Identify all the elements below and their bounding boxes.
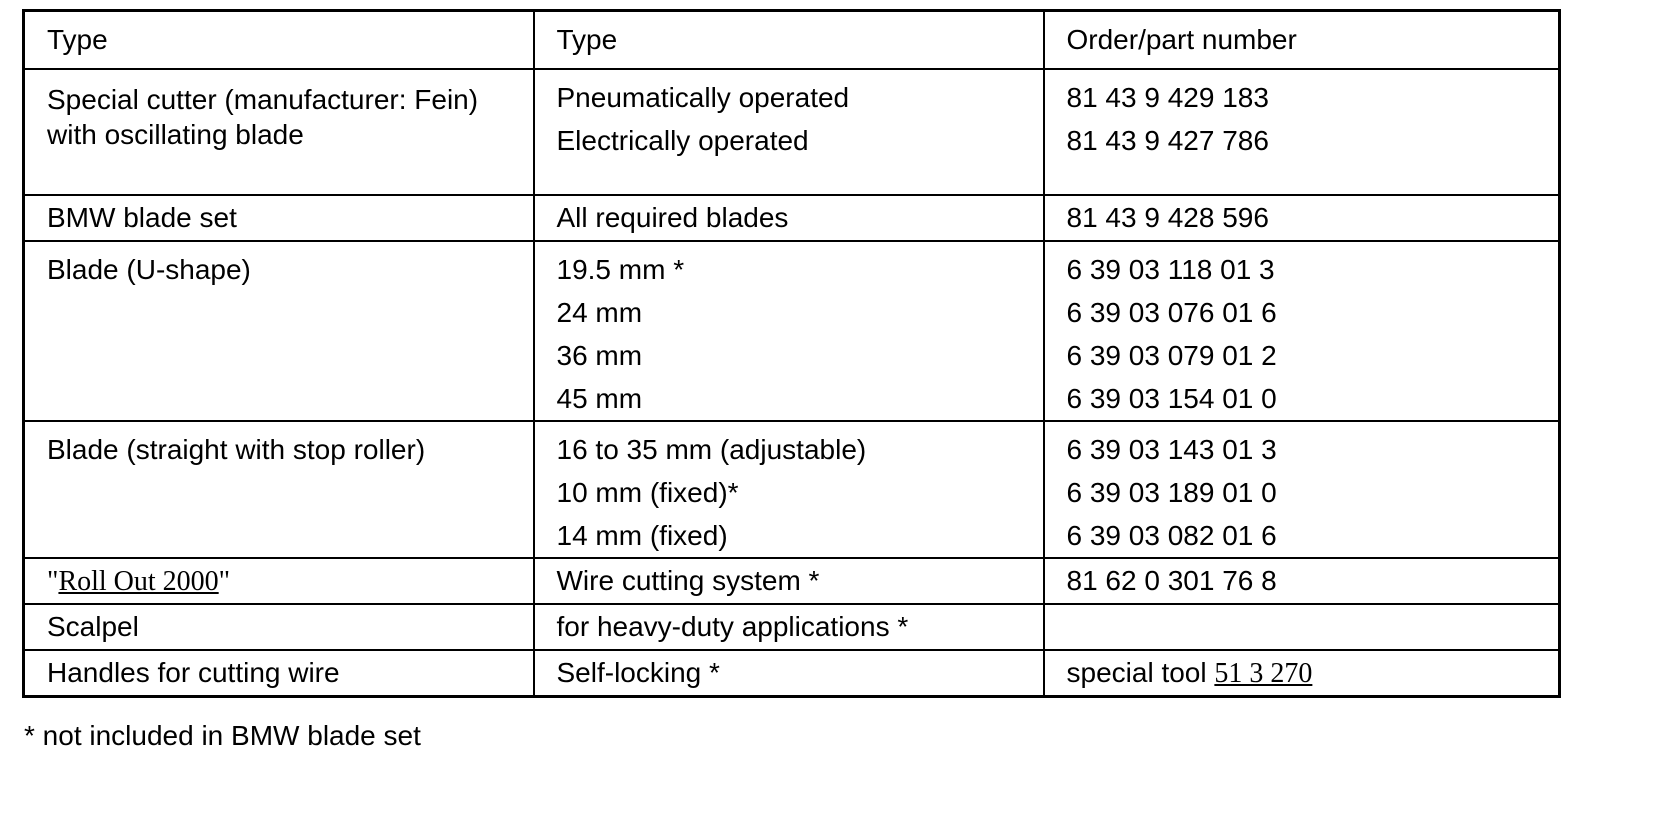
variant-text: 45 mm bbox=[556, 383, 643, 414]
row-type-cell: Blade (U-shape) bbox=[24, 241, 534, 421]
parts-table bbox=[22, 9, 1561, 698]
row-variant-cell bbox=[534, 650, 1044, 697]
row-type-cell: BMW blade set bbox=[24, 195, 534, 241]
row-variant-cell bbox=[534, 558, 1044, 604]
variant-text: 10 mm (fixed)* bbox=[556, 477, 739, 508]
row-type-cell: Blade (straight with stop roller) bbox=[24, 421, 534, 558]
part-number: 6 39 03 079 01 2 bbox=[1066, 340, 1277, 371]
header-type-variant: Type bbox=[534, 11, 1044, 70]
row-variant-cell bbox=[534, 241, 1044, 421]
part-number: 6 39 03 082 01 6 bbox=[1066, 520, 1277, 551]
table-row bbox=[24, 69, 1560, 195]
special-tool-link[interactable]: 51 3 270 bbox=[1214, 658, 1313, 689]
row-part-cell bbox=[1044, 241, 1560, 421]
row-part-cell bbox=[1044, 69, 1560, 195]
table-row bbox=[24, 604, 1560, 650]
header-order-part-number: Order/part number bbox=[1044, 11, 1560, 70]
part-number: 81 62 0 301 76 8 bbox=[1066, 565, 1277, 596]
part-number: 81 43 9 429 183 bbox=[1066, 82, 1269, 113]
row-part-cell bbox=[1044, 558, 1560, 604]
part-number: 81 43 9 427 786 bbox=[1066, 125, 1269, 156]
row-part-cell bbox=[1044, 604, 1560, 650]
row-part-cell bbox=[1044, 195, 1560, 241]
part-number: 6 39 03 118 01 3 bbox=[1066, 254, 1275, 285]
table-row bbox=[24, 241, 1560, 421]
quote-mark: " bbox=[218, 566, 231, 597]
table-row bbox=[24, 650, 1560, 697]
variant-text: 16 to 35 mm (adjustable) bbox=[556, 434, 867, 465]
row-type-cell: Special cutter (manufacturer: Fein) with oscillating blade bbox=[24, 69, 534, 195]
variant-text: 19.5 mm * bbox=[556, 254, 685, 285]
special-tool-label: special tool bbox=[1066, 657, 1215, 688]
table-row bbox=[24, 195, 1560, 241]
table-row bbox=[24, 421, 1560, 558]
row-type-cell: Scalpel bbox=[24, 604, 534, 650]
variant-text: Wire cutting system * bbox=[556, 565, 820, 596]
table-row bbox=[24, 558, 1560, 604]
row-type-cell bbox=[24, 558, 534, 604]
variant-text: 24 mm bbox=[556, 297, 643, 328]
row-variant-cell bbox=[534, 69, 1044, 195]
part-number: 6 39 03 154 01 0 bbox=[1066, 383, 1277, 414]
part-number: 6 39 03 143 01 3 bbox=[1066, 434, 1277, 465]
row-variant-cell bbox=[534, 195, 1044, 241]
variant-text: Electrically operated bbox=[556, 125, 809, 156]
variant-text: All required blades bbox=[556, 202, 789, 233]
variant-text: 14 mm (fixed) bbox=[556, 520, 728, 551]
row-type-cell: Handles for cutting wire bbox=[24, 650, 534, 697]
variant-text: for heavy-duty applications * bbox=[556, 611, 909, 642]
row-variant-cell bbox=[534, 421, 1044, 558]
variant-text: Self-locking * bbox=[556, 657, 720, 688]
part-number: 6 39 03 189 01 0 bbox=[1066, 477, 1277, 508]
variant-text: 36 mm bbox=[556, 340, 643, 371]
header-type: Type bbox=[24, 11, 534, 70]
variant-text: Pneumatically operated bbox=[556, 82, 850, 113]
part-number: 6 39 03 076 01 6 bbox=[1066, 297, 1277, 328]
row-part-cell bbox=[1044, 650, 1560, 697]
table-header-row bbox=[24, 11, 1560, 70]
part-number: 81 43 9 428 596 bbox=[1066, 202, 1269, 233]
row-variant-cell bbox=[534, 604, 1044, 650]
quote-mark: " bbox=[47, 566, 59, 597]
row-part-cell bbox=[1044, 421, 1560, 558]
roll-out-2000-link[interactable]: Roll Out 2000 bbox=[58, 566, 219, 597]
footnote: * not included in BMW blade set bbox=[24, 720, 421, 751]
